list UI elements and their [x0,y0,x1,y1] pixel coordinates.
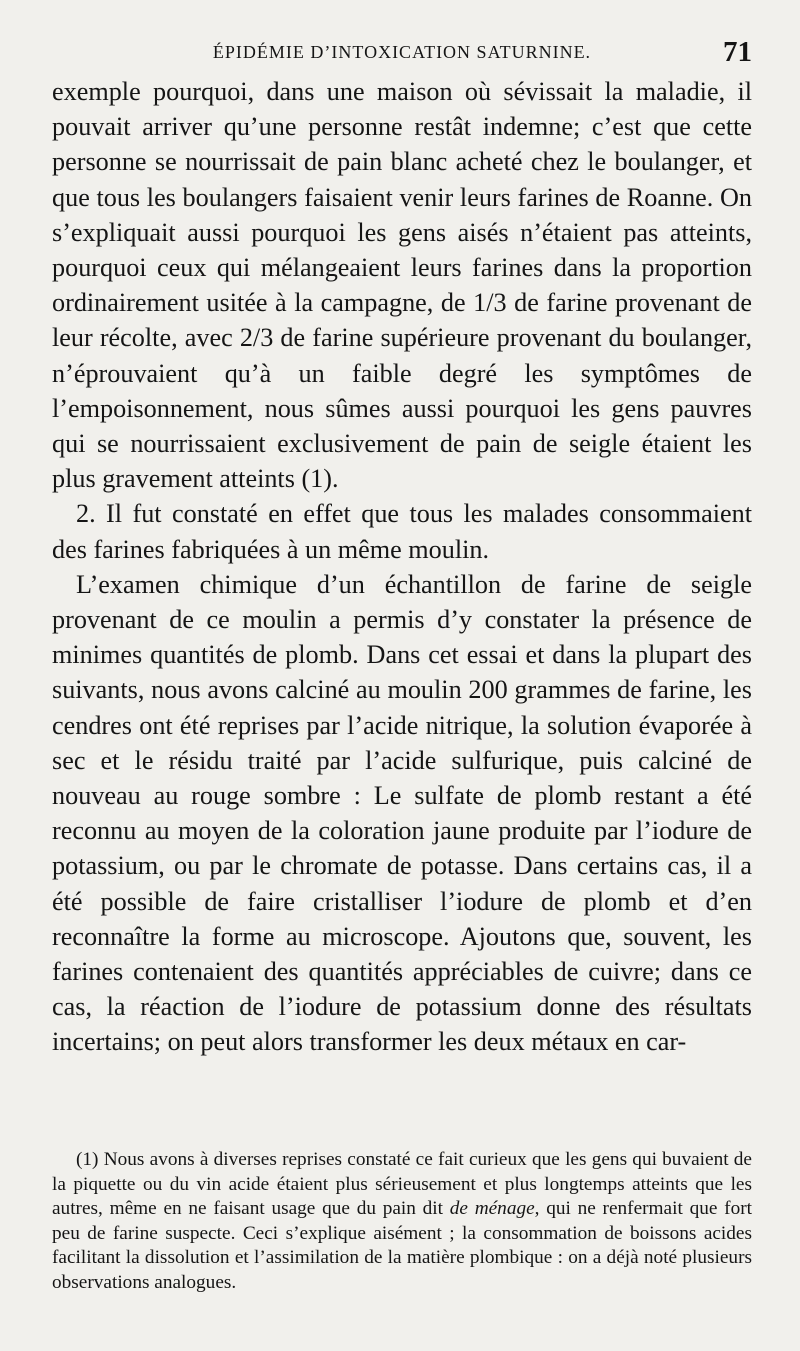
footnote-italic-term: de ménage [449,1198,535,1220]
footnotes [52,1148,752,1296]
running-title: ÉPIDÉMIE D’INTOXICATION SATURNINE. [212,42,592,62]
footnote-text-end: , qui ne renfermait que fort peu de farine suspecte. Ceci s’explique aisément ; la consommation de boissons acides facilitant la dissolution et l’assimilation de la matière plombique : on a déjà noté plusieurs observations analogues. [52,1198,752,1293]
footnote-1 [52,1148,752,1296]
paragraph-1: exemple pourquoi, dans une maison où sévissait la maladie, il pouvait arriver qu’une personne restât indemne; c’est que cette personne se nourrissait de pain blanc acheté chez le boulanger, et que tous les boulangers faisaient venir leurs farines de Roanne. On s’expliquait aussi pourquoi les gens aisés n’étaient pas atteints, pourquoi ceux qui mélangeaient leurs farines dans la proportion ordinairement usitée à la campagne, de 1/3 de farine provenant de leur récolte, avec 2/3 de farine supérieure provenant du boulanger, n’éprouvaient qu’à un faible degré les symptômes de l’empoisonnement, nous sûmes aussi pourquoi les gens pauvres qui se nourrissaient exclusivement de pain de seigle étaient les plus gravement atteints (1). [52,77,752,494]
paragraph-2: 2. Il fut constaté en effet que tous les malades consommaient des farines fabriquées à un même moulin. [52,499,752,564]
paragraph-3: L’examen chimique d’un échantillon de farine de seigle provenant de ce moulin a permis d’y constater la présence de minimes quantités de plomb. Dans cet essai et dans la plupart des suivants, nous avons calciné au moulin 200 grammes de farine, les cendres ont été reprises par l’acide nitrique, la solution évaporée à sec et le résidu traité par l’acide sulfurique, puis calciné de nouveau au rouge sombre : Le sulfate de plomb restant a été reconnu au moyen de la coloration jaune produite par l’iodure de potassium, ou par le chromate de potasse. Dans certains cas, il a été possible de faire cristalliser l’iodure de plomb et d’en reconnaître la forme au microscope. Ajoutons que, souvent, les farines contenaient des quantités appréciables de cuivre; dans ce cas, la réaction de l’iodure de potassium donne des résultats incertains; on peut alors transformer les deux métaux en car- [52,569,752,1057]
main-text [52,74,752,1060]
page-header [52,36,752,76]
footnote-text-start: (1) Nous avons à diverses reprises constaté ce fait curieux que les gens qui buvaient de la piquette ou du vin acide étaient plus sérieusement et plus longtemps atteints que les autres, même en ne faisant usage que du pain dit [52,1149,752,1220]
page-number: 71 [723,36,752,68]
